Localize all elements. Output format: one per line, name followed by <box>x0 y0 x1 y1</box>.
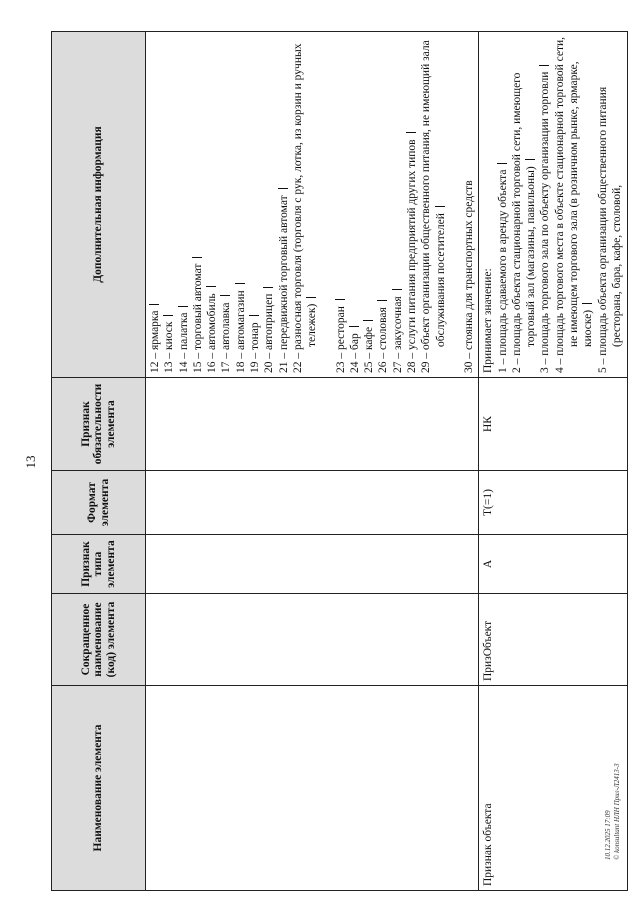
cell-code: ПризОбъект <box>479 594 628 686</box>
list-item: 13 – киоск <box>162 36 176 373</box>
list-item: 26 – столовая <box>376 36 390 373</box>
elements-table <box>51 31 628 891</box>
list-item: 28 – услуги питания предприятий других типов <box>405 36 419 373</box>
cell-info <box>479 32 628 378</box>
value-list <box>148 36 476 373</box>
table-row <box>146 32 479 891</box>
list-spacer <box>320 36 334 373</box>
list-item: 14 – палатка <box>177 36 191 373</box>
list-item: 2 – площадь объекта стационарной торговой сети, имеющего торговый зал (магазины, павильоны) <box>510 72 538 373</box>
cell-name: Признак объекта <box>479 686 628 891</box>
list-item: 22 – разносная торговля (торговля с рук, лотка, из корзин и ручных тележек) <box>291 43 319 373</box>
list-item: 4 – площадь торгового места в объекте стационарной торговой сети, не имеющем торгового зала (в розничном рынке, ярмарке, киоске) <box>553 36 595 373</box>
list-item: 18 – автомагазин <box>234 36 248 373</box>
header-format: Формат элемента <box>52 471 146 535</box>
list-item: 20 – автоприцеп <box>262 36 276 373</box>
cell-name <box>146 686 479 891</box>
list-item: 19 – тонар <box>248 36 262 373</box>
cell-type <box>146 535 479 594</box>
list-spacer <box>448 36 462 373</box>
header-required: Признак обязательности элемента <box>52 378 146 471</box>
list-item: 30 – стоянка для транспортных средств <box>462 180 475 373</box>
list-item: 21 – передвижной торговый автомат <box>277 36 291 373</box>
header-type: Признак типа элемента <box>52 535 146 594</box>
list-item: 27 – закусочная <box>391 36 405 373</box>
footer-date: 10.12.2025 17:09 <box>604 810 612 860</box>
footer-stamp <box>604 750 626 860</box>
list-item: 25 – кафе <box>362 36 376 373</box>
values-intro: Принимает значение: <box>482 268 495 373</box>
list-item: 12 – ярмарка <box>148 36 162 373</box>
list-item: 15 – торговый автомат <box>191 36 205 373</box>
cell-required: НК <box>479 378 628 471</box>
cell-type: А <box>479 535 628 594</box>
table-header-row <box>52 32 146 891</box>
list-item: 24 – бар <box>348 36 362 373</box>
header-name: Наименование элемента <box>52 686 146 891</box>
list-item: 23 – ресторан <box>334 36 348 373</box>
footer-source: © konsultant НЛН Прил-Л2413-3 <box>613 763 621 860</box>
list-item: 16 – автомобиль <box>205 36 219 373</box>
header-info: Дополнительная информация <box>52 32 146 378</box>
list-item: 3 – площадь торгового зала по объекту организации торговли <box>538 36 552 373</box>
cell-code <box>146 594 479 686</box>
cell-format: T(=1) <box>479 471 628 535</box>
list-item: 5 – площадь объекта организации общественного питания (ресторана, бара, кафе, столовой, <box>596 86 623 373</box>
list-item: 1 – площадь сдаваемого в аренду объекта <box>496 36 510 373</box>
page-number: 13 <box>23 455 38 469</box>
rotated-table-container <box>51 31 628 891</box>
cell-format <box>146 471 479 535</box>
cell-required <box>146 378 479 471</box>
cell-info <box>146 32 479 378</box>
list-item: 17 – автолавка <box>219 36 233 373</box>
header-code: Сокращенное наименование (код) элемента <box>52 594 146 686</box>
value-list <box>496 36 625 373</box>
list-item: 29 – объект организации общественного питания, не имеющий зала обслуживания посетителей <box>420 40 447 373</box>
